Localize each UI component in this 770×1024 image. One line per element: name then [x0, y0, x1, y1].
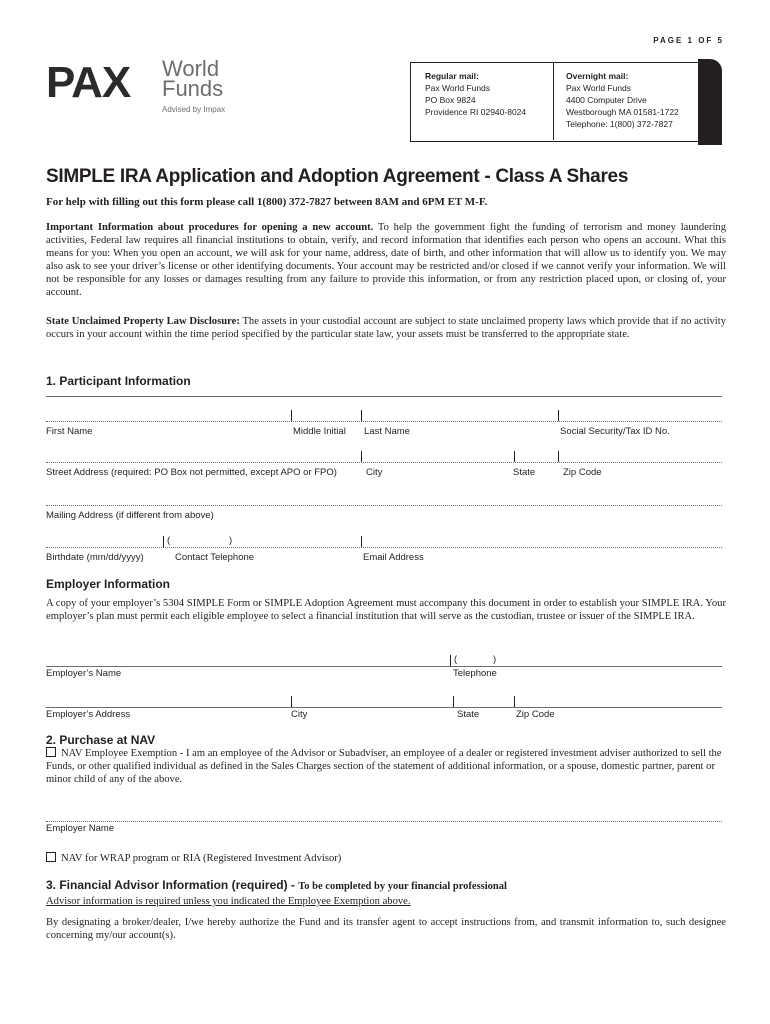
email-address-label: Email Address: [363, 552, 424, 563]
unclaimed-property-paragraph: [46, 316, 726, 342]
regular-mail-heading: Regular mail:: [425, 71, 479, 81]
field-divider: [361, 410, 362, 421]
field-divider: [361, 451, 362, 462]
logo-funds: Funds: [162, 76, 224, 101]
form-title: SIMPLE IRA Application and Adoption Agreement - Class A Shares: [46, 166, 629, 187]
city-label: City: [366, 467, 383, 478]
phone-paren-close: ): [229, 535, 233, 546]
employer-info-heading: Employer Information: [46, 577, 171, 591]
section-3-title: 3. Financial Advisor Information (required) -: [46, 878, 295, 892]
nav-employee-exemption-option: [46, 747, 726, 787]
birthdate-label: Birthdate (mm/dd/yyyy): [46, 552, 144, 563]
field-divider: [291, 410, 292, 421]
employer-info-paragraph: A copy of your employer’s 5304 SIMPLE Form or SIMPLE Adoption Agreement must accompany this document in order to establish your SIMPLE IRA. Your employer’s plan must permit each eligible employee to select a financial institution that will serve as the custodian, trustee or issuer of the SIMPLE IRA.: [46, 598, 726, 622]
regular-mail-line: PO Box 9824: [425, 95, 476, 105]
ssn-label: Social Security/Tax ID No.: [560, 426, 670, 437]
page-tab: [698, 59, 722, 145]
section-2-heading: 2. Purchase at NAV: [46, 733, 156, 747]
birthdate-phone-email-field-line[interactable]: [46, 547, 722, 548]
state-label: State: [513, 467, 536, 478]
important-info-paragraph: [46, 222, 726, 299]
employer-address-field-line[interactable]: [46, 707, 722, 708]
overnight-mail-line: Pax World Funds: [566, 83, 632, 93]
field-divider: [163, 536, 164, 547]
mailing-address-field-line[interactable]: [46, 505, 722, 506]
overnight-mail-block: [566, 70, 679, 130]
page-number: PAGE 1 OF 5: [653, 36, 724, 45]
mailing-address-label: Mailing Address (if different from above): [46, 510, 214, 521]
overnight-mail-heading: Overnight mail:: [566, 71, 629, 81]
field-divider: [453, 696, 454, 707]
logo-advised: Advised by Impax: [162, 105, 226, 114]
employer-city-label: City: [291, 709, 308, 720]
employer-address-label: Employer’s Address: [46, 709, 131, 720]
field-divider: [450, 655, 451, 666]
field-divider: [361, 536, 362, 547]
contact-telephone-label: Contact Telephone: [175, 552, 255, 563]
employer-zip-label: Zip Code: [516, 709, 555, 720]
section-3-heading: [46, 878, 507, 892]
first-name-label: First Name: [46, 426, 93, 437]
employer-state-label: State: [457, 709, 480, 720]
section-3-subtitle: To be completed by your financial professional: [298, 881, 507, 892]
overnight-mail-line: 4400 Computer Drive: [566, 95, 647, 105]
field-divider: [514, 696, 515, 707]
overnight-mail-line: Telephone: 1(800) 372-7827: [566, 119, 673, 129]
overnight-mail-line: Westborough MA 01581-1722: [566, 107, 679, 117]
important-info-lead: Important Information about procedures for opening a new account.: [46, 222, 374, 233]
street-address-label: Street Address (required: PO Box not permitted, except APO or FPO): [46, 467, 337, 478]
name-field-line[interactable]: [46, 421, 722, 422]
help-line: For help with filling out this form please call 1(800) 372-7827 between 8AM and 6PM ET M-F.: [46, 196, 488, 208]
field-divider: [558, 410, 559, 421]
nav-employee-exemption-text: NAV Employee Exemption - I am an employee of the Advisor or Subadviser, an employee of a dealer or registered investment adviser authorized to sell the Funds, or other qualified individual as defined in the Sales Charges section of the statement of additional information, or a spouse, domestic partner, parent or minor child of any of the above.: [46, 748, 722, 785]
phone-paren-open: (: [454, 654, 458, 665]
field-divider: [558, 451, 559, 462]
mail-box-separator: [553, 62, 554, 140]
section-1-heading: 1. Participant Information: [46, 374, 191, 388]
street-address-field-line[interactable]: [46, 462, 722, 463]
important-info-body: To help the government fight the funding of terrorism and money laundering activities, Federal law requires all financial institutions to obtain, verify, and record information that identifies each person who opens an account. What this means for you: When you open an account, we will ask for your name, address, date of birth, and other information that will allow us to identify you. We may also ask to see your driver’s license or other identifying documents. Your account may be restricted and/or closed if we cannot verify your information. We will not be responsible for any losses or damages resulting from any failure to provide this information, or from any restriction placed upon, or closing of, your account.: [46, 222, 726, 298]
employer-telephone-label: Telephone: [453, 668, 497, 679]
nav-employer-name-label: Employer Name: [46, 823, 115, 834]
field-divider: [291, 696, 292, 707]
nav-wrap-text: NAV for WRAP program or RIA (Registered Investment Advisor): [61, 853, 342, 864]
section-1-rule: [46, 396, 722, 397]
field-divider: [514, 451, 515, 462]
nav-wrap-checkbox[interactable]: [46, 852, 56, 862]
unclaimed-lead: State Unclaimed Property Law Disclosure:: [46, 316, 240, 327]
regular-mail-block: [425, 70, 526, 118]
phone-paren-close: ): [493, 654, 497, 665]
employer-name-label: Employer’s Name: [46, 668, 122, 679]
regular-mail-line: Pax World Funds: [425, 83, 491, 93]
broker-designation-paragraph: By designating a broker/dealer, I/we hereby authorize the Fund and its transfer agent to accept instructions from, and transmit information to, such designee concerning my/our account(s).: [46, 917, 726, 941]
middle-initial-label: Middle Initial: [293, 426, 346, 437]
regular-mail-line: Providence RI 02940-8024: [425, 107, 527, 117]
logo-world: World: [162, 56, 220, 81]
unclaimed-body: The assets in your custodial account are subject to state unclaimed property laws which provide that if no activity occurs in your account within the time period specified by the particular state law, your assets must be transferred to the appropriate state.: [46, 316, 726, 340]
last-name-label: Last Name: [364, 426, 410, 437]
nav-wrap-option: [46, 852, 726, 866]
zip-label: Zip Code: [563, 467, 602, 478]
advisor-required-note: Advisor information is required unless you indicated the Employee Exemption above.: [46, 896, 411, 907]
pax-world-funds-logo: [46, 58, 246, 128]
nav-employer-name-field-line[interactable]: [46, 821, 722, 822]
phone-paren-open: (: [167, 535, 171, 546]
nav-employee-exemption-checkbox[interactable]: [46, 747, 56, 757]
employer-name-field-line[interactable]: [46, 666, 722, 667]
logo-brand: PAX: [46, 58, 131, 107]
